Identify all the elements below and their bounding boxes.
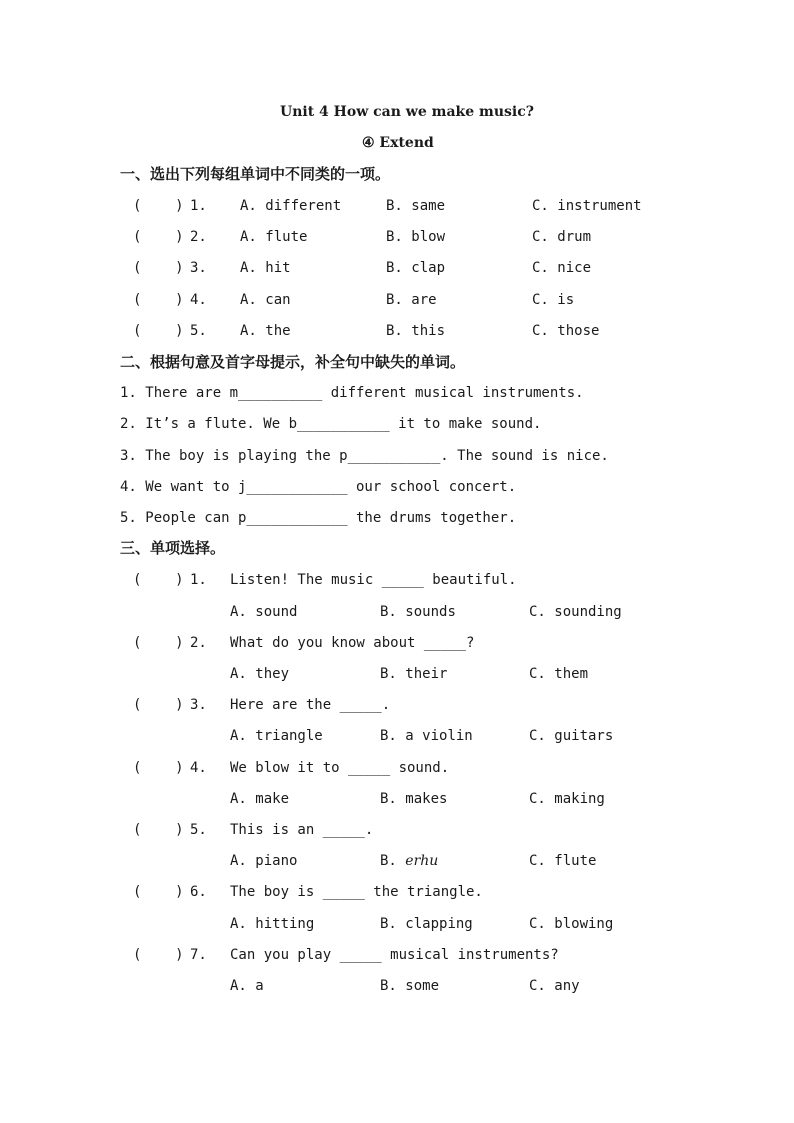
option-b: B. are: [386, 292, 437, 308]
section2-heading: 二、根据句意及首字母提示，补全句中缺失的单词。: [120, 353, 466, 371]
option-c: C. drum: [532, 229, 592, 245]
question-number: 2.: [190, 229, 207, 245]
question-number: 4.: [190, 292, 207, 308]
question-number: 2.: [190, 635, 207, 651]
option-a: A. a: [230, 978, 264, 994]
option-a: A. piano: [230, 853, 298, 869]
answer-blank[interactable]: ( ): [133, 822, 184, 838]
answer-blank[interactable]: ( ): [133, 323, 184, 339]
question-number: 1.: [190, 572, 207, 588]
fill-sentence: 3. The boy is playing the p___________. The sound is nice.: [120, 448, 609, 464]
question-text: The boy is _____ the triangle.: [230, 884, 483, 900]
option-c: C. sounding: [529, 604, 622, 620]
question-text: Here are the _____.: [230, 697, 391, 713]
question-text: What do you know about _____?: [230, 635, 475, 651]
answer-blank[interactable]: ( ): [133, 697, 184, 713]
option-c: C. flute: [529, 853, 597, 869]
option-b: B. makes: [380, 791, 448, 807]
question-text: This is an _____.: [230, 822, 374, 838]
option-a: A. flute: [240, 229, 308, 245]
option-b: B. this: [386, 323, 446, 339]
answer-blank[interactable]: ( ): [133, 947, 184, 963]
option-c: C. making: [529, 791, 605, 807]
option-c: C. any: [529, 978, 580, 994]
option-b: B. clap: [386, 260, 446, 276]
section3-heading: 三、单项选择。: [120, 539, 226, 557]
answer-blank[interactable]: ( ): [133, 635, 184, 651]
section1-heading: 一、选出下列每组单词中不同类的一项。: [120, 165, 391, 183]
option-c: C. instrument: [532, 198, 642, 214]
page-subtitle: ④ Extend: [362, 135, 434, 151]
answer-blank[interactable]: ( ): [133, 260, 184, 276]
question-number: 5.: [190, 822, 207, 838]
option-b: B. same: [386, 198, 446, 214]
fill-sentence: 5. People can p____________ the drums together.: [120, 510, 517, 526]
option-a: A. sound: [230, 604, 298, 620]
option-b: B. sounds: [380, 604, 456, 620]
option-c: C. guitars: [529, 728, 614, 744]
question-number: 1.: [190, 198, 207, 214]
option-b: B. their: [380, 666, 448, 682]
question-text: We blow it to _____ sound.: [230, 760, 450, 776]
question-text: Can you play _____ musical instruments?: [230, 947, 559, 963]
answer-blank[interactable]: ( ): [133, 229, 184, 245]
fill-sentence: 1. There are m__________ different musical instruments.: [120, 385, 584, 401]
option-b: B. erhu: [380, 853, 439, 869]
option-c: C. nice: [532, 260, 592, 276]
answer-blank[interactable]: ( ): [133, 198, 184, 214]
question-number: 7.: [190, 947, 207, 963]
option-a: A. make: [230, 791, 290, 807]
question-number: 5.: [190, 323, 207, 339]
option-a: A. they: [230, 666, 290, 682]
option-b: B. clapping: [380, 916, 473, 932]
page-title: Unit 4 How can we make music?: [280, 104, 534, 120]
option-b: B. blow: [386, 229, 446, 245]
fill-sentence: 2. It’s a flute. We b___________ it to make sound.: [120, 416, 542, 432]
option-a: A. different: [240, 198, 342, 214]
question-number: 3.: [190, 260, 207, 276]
question-number: 6.: [190, 884, 207, 900]
answer-blank[interactable]: ( ): [133, 760, 184, 776]
option-a: A. triangle: [230, 728, 323, 744]
answer-blank[interactable]: ( ): [133, 572, 184, 588]
answer-blank[interactable]: ( ): [133, 292, 184, 308]
option-a: A. hit: [240, 260, 291, 276]
option-a: A. the: [240, 323, 291, 339]
option-a: A. hitting: [230, 916, 315, 932]
question-number: 4.: [190, 760, 207, 776]
question-text: Listen! The music _____ beautiful.: [230, 572, 517, 588]
fill-sentence: 4. We want to j____________ our school concert.: [120, 479, 517, 495]
option-b: B. a violin: [380, 728, 473, 744]
option-c: C. them: [529, 666, 589, 682]
question-number: 3.: [190, 697, 207, 713]
option-c: C. those: [532, 323, 600, 339]
option-c: C. is: [532, 292, 575, 308]
option-b: B. some: [380, 978, 440, 994]
answer-blank[interactable]: ( ): [133, 884, 184, 900]
option-c: C. blowing: [529, 916, 614, 932]
option-a: A. can: [240, 292, 291, 308]
